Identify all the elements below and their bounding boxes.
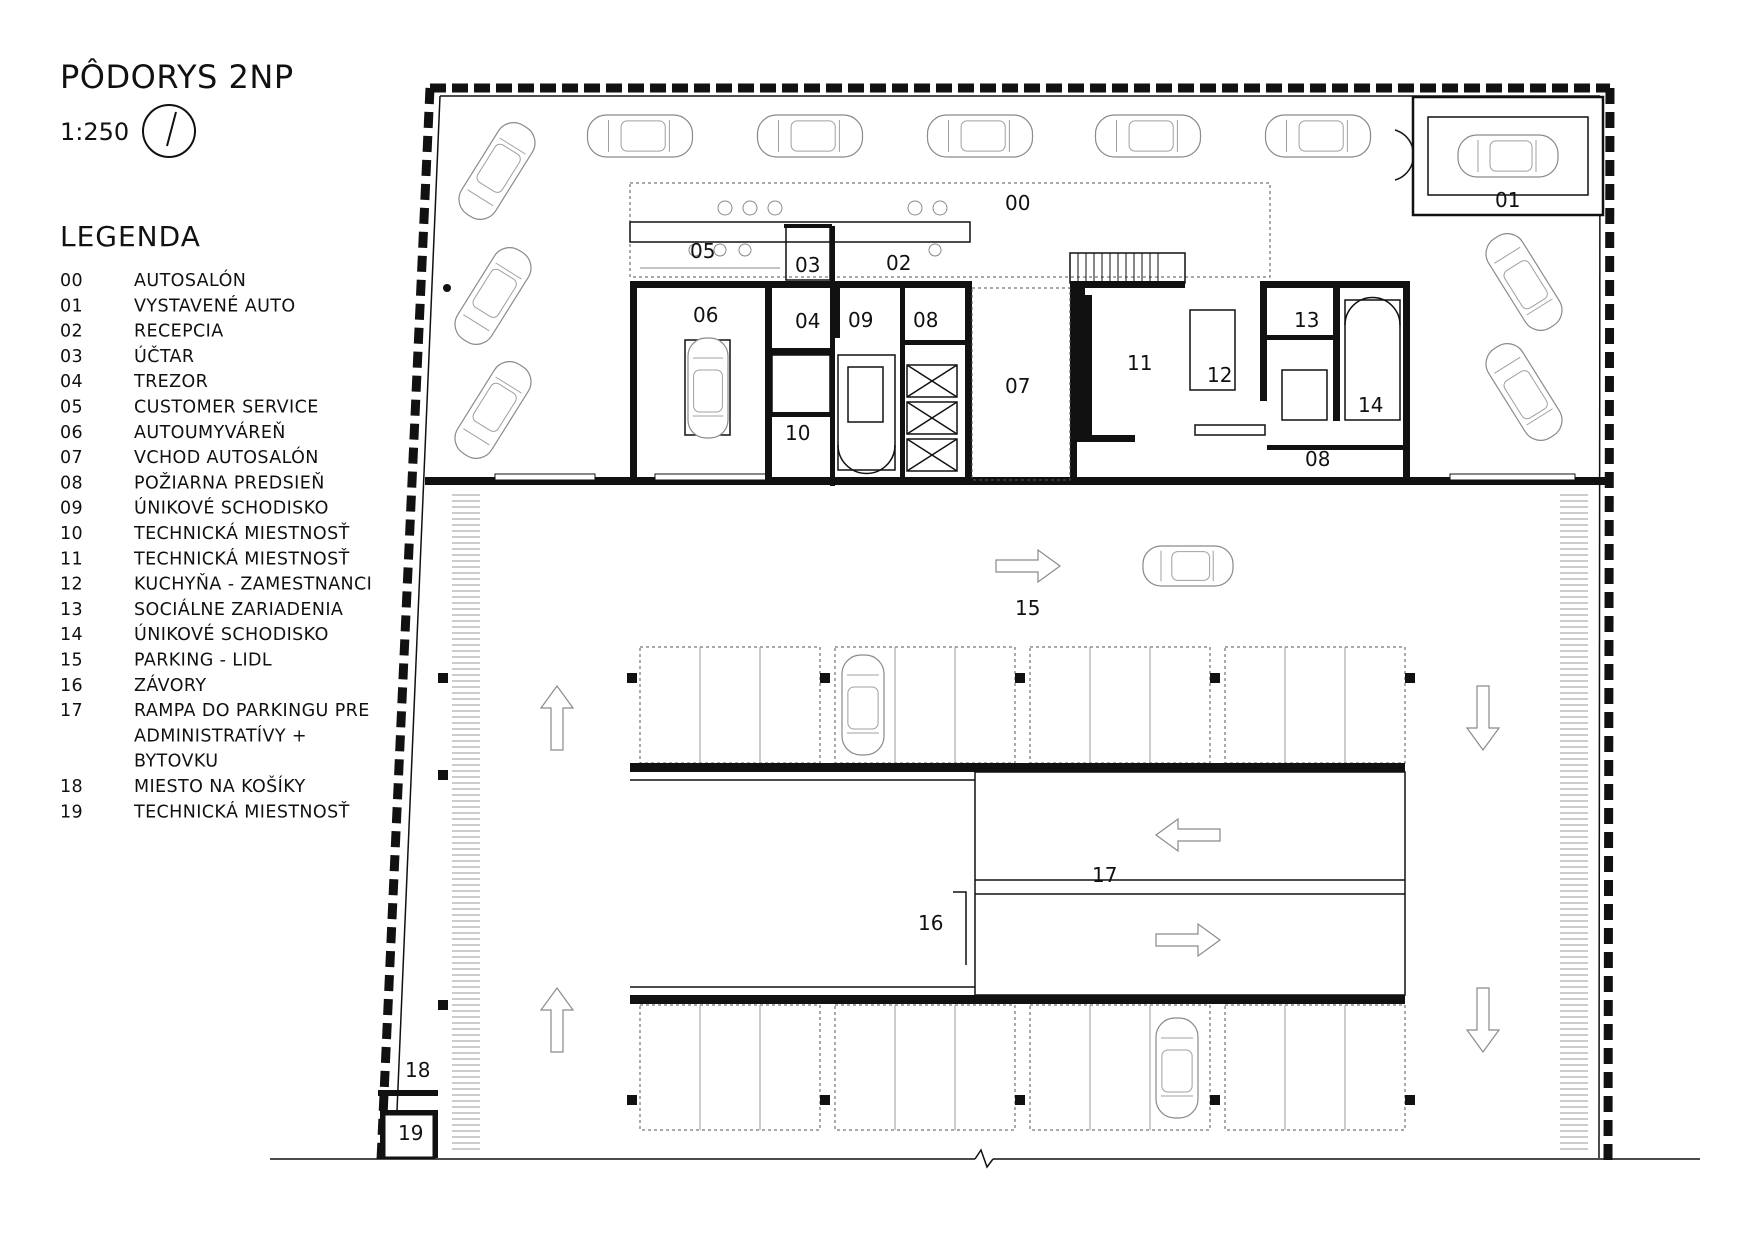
legend-code: 10: [60, 524, 84, 544]
legend-item: [60, 322, 224, 342]
legend-name: TECHNICKÁ MIESTNOSŤ: [134, 549, 350, 570]
parking-stall-block: [1030, 647, 1210, 763]
north-arrow-icon: [143, 105, 195, 157]
label-room-14: 14: [1358, 393, 1384, 417]
legend-name: BYTOVKU: [134, 751, 219, 772]
label-room-11: 11: [1127, 351, 1153, 375]
structural-column: [820, 673, 830, 683]
legend-name: AUTOUMYVÁREŇ: [134, 422, 286, 443]
legend-code: 03: [60, 346, 84, 367]
legend-name: SOCIÁLNE ZARIADENIA: [134, 599, 344, 620]
car-icon: [1458, 135, 1558, 177]
drawing-title: PÔDORYS 2NP: [60, 58, 294, 96]
legend-item: [60, 497, 329, 519]
legend-code: 07: [60, 448, 84, 469]
legend-item: [60, 623, 329, 645]
core-walls: [425, 226, 1610, 486]
label-room-10: 10: [785, 421, 811, 445]
legend-name: ZÁVORY: [134, 675, 207, 696]
legend-name: ÚNIKOVÉ SCHODISKO: [134, 498, 329, 519]
legend-item: [60, 701, 370, 721]
legend-name: TECHNICKÁ MIESTNOSŤ: [134, 524, 350, 544]
legend-code: 08: [60, 473, 84, 494]
legend-item: [60, 775, 306, 797]
label-room-02: 02: [886, 251, 912, 275]
structural-column: [1015, 1095, 1025, 1105]
structural-column: [438, 770, 448, 780]
parking-stall-block: [640, 647, 820, 763]
legend-code: 16: [60, 675, 84, 696]
label-room-16: 16: [918, 911, 944, 935]
legend-item: [60, 573, 372, 595]
legend-code: 00: [60, 271, 84, 291]
legend-name: ÚNIKOVÉ SCHODISKO: [134, 625, 329, 646]
label-room-07: 07: [1005, 374, 1031, 398]
legend-code: 17: [60, 701, 84, 722]
legend-code: 09: [60, 498, 84, 519]
legend-code: 19: [60, 802, 84, 823]
car-icon: [588, 115, 693, 157]
car-icon: [448, 241, 538, 351]
traffic-arrow-icon: [996, 550, 1060, 582]
legend-name: VCHOD AUTOSALÓN: [134, 448, 319, 469]
parking-stall-block: [1225, 647, 1405, 763]
legend-code: 02: [60, 321, 84, 342]
legend-item: [60, 294, 296, 316]
structural-column: [1210, 673, 1220, 683]
label-room-09: 09: [848, 308, 874, 332]
structural-column: [820, 1095, 830, 1105]
legend-code: 11: [60, 549, 84, 570]
drawing-scale: 1:250: [60, 118, 130, 146]
legend-item: [60, 421, 286, 443]
label-room-04: 04: [795, 309, 821, 333]
label-room-19: 19: [398, 1121, 424, 1145]
label-room-08-right: 08: [1305, 447, 1331, 471]
car-icon: [452, 116, 542, 226]
structural-column: [438, 1000, 448, 1010]
label-room-01: 01: [1495, 188, 1521, 212]
label-room-12: 12: [1207, 363, 1233, 387]
legend-name: AUTOSALÓN: [134, 271, 247, 291]
car-icon: [928, 115, 1033, 157]
legend-name: POŽIARNA PREDSIEŇ: [134, 473, 325, 494]
traffic-arrow-layer: [541, 550, 1499, 1052]
parking-stall-block: [640, 1005, 820, 1130]
legend-code: 12: [60, 574, 84, 595]
legend-name: ÚČTAR: [134, 346, 195, 367]
car-icon: [448, 355, 538, 465]
legend-name: TREZOR: [134, 372, 209, 393]
label-room-05: 05: [690, 239, 716, 263]
label-room-00: 00: [1005, 191, 1031, 215]
structural-column: [627, 673, 637, 683]
label-room-17: 17: [1092, 863, 1118, 887]
legend-list: [60, 269, 372, 822]
traffic-arrow-icon: [541, 686, 573, 750]
car-icon: [842, 655, 884, 755]
car-icon: [1156, 1018, 1198, 1118]
car-icon: [1096, 115, 1201, 157]
legend-heading: LEGENDA: [60, 220, 201, 253]
structural-column: [1405, 673, 1415, 683]
label-room-03: 03: [795, 253, 821, 277]
legend-item: [60, 598, 343, 620]
legend-code: 18: [60, 777, 84, 797]
legend-item: [60, 446, 319, 468]
legend-item: [134, 724, 307, 746]
legend-code: 05: [60, 397, 84, 418]
label-room-08-left: 08: [913, 308, 939, 332]
car-layer: [448, 115, 1569, 1118]
legend-item: [60, 269, 246, 291]
legend-item: [60, 800, 350, 822]
label-room-06: 06: [693, 303, 719, 327]
stair-up-icon: [1070, 253, 1185, 283]
car-icon: [1479, 227, 1569, 337]
label-room-18: 18: [405, 1058, 431, 1082]
legend-item: [134, 752, 218, 772]
car-icon: [758, 115, 863, 157]
legend-name: MIESTO NA KOŠÍKY: [134, 777, 306, 797]
legend-name: ADMINISTRATÍVY +: [134, 726, 307, 747]
legend-item: [60, 547, 350, 569]
legend-code: 04: [60, 372, 84, 393]
legend-code: 15: [60, 650, 84, 671]
legend-item: [60, 651, 272, 671]
legend-code: 14: [60, 625, 84, 646]
traffic-arrow-icon: [1156, 819, 1220, 851]
traffic-arrow-icon: [1156, 924, 1220, 956]
legend-code: 06: [60, 422, 84, 443]
legend-item: [60, 522, 350, 544]
legend-name: CUSTOMER SERVICE: [134, 397, 319, 418]
legend-item: [60, 674, 206, 696]
legend-item: [60, 372, 208, 392]
car-icon: [1479, 337, 1569, 447]
legend-name: PARKING - LIDL: [134, 650, 273, 671]
label-room-15: 15: [1015, 596, 1041, 620]
legend-name: KUCHYŇA - ZAMESTNANCI: [134, 574, 373, 595]
parking-stall-block: [1225, 1005, 1405, 1130]
structural-column: [627, 1095, 637, 1105]
label-room-13: 13: [1294, 308, 1320, 332]
legend-name: RECEPCIA: [134, 321, 224, 342]
legend-code: 13: [60, 599, 84, 620]
ground-line: [270, 1150, 1700, 1167]
parking-stall-block: [835, 1005, 1015, 1130]
legend-item: [60, 471, 325, 493]
structural-column: [1210, 1095, 1220, 1105]
parking-area: [438, 495, 1588, 1149]
structural-column: [1015, 673, 1025, 683]
legend-name: RAMPA DO PARKINGU PRE: [134, 701, 370, 722]
structural-column: [1405, 1095, 1415, 1105]
structural-column: [438, 673, 448, 683]
traffic-arrow-icon: [1467, 686, 1499, 750]
legend-name: TECHNICKÁ MIESTNOSŤ: [134, 802, 350, 823]
legend-code: 01: [60, 296, 84, 317]
legend-item: [60, 345, 195, 367]
traffic-arrow-icon: [541, 988, 573, 1052]
traffic-arrow-icon: [1467, 988, 1499, 1052]
legend-name: VYSTAVENÉ AUTO: [134, 296, 296, 317]
car-icon: [1143, 546, 1233, 586]
legend-item: [60, 398, 319, 418]
car-icon: [1266, 115, 1371, 157]
car-icon: [688, 338, 728, 438]
